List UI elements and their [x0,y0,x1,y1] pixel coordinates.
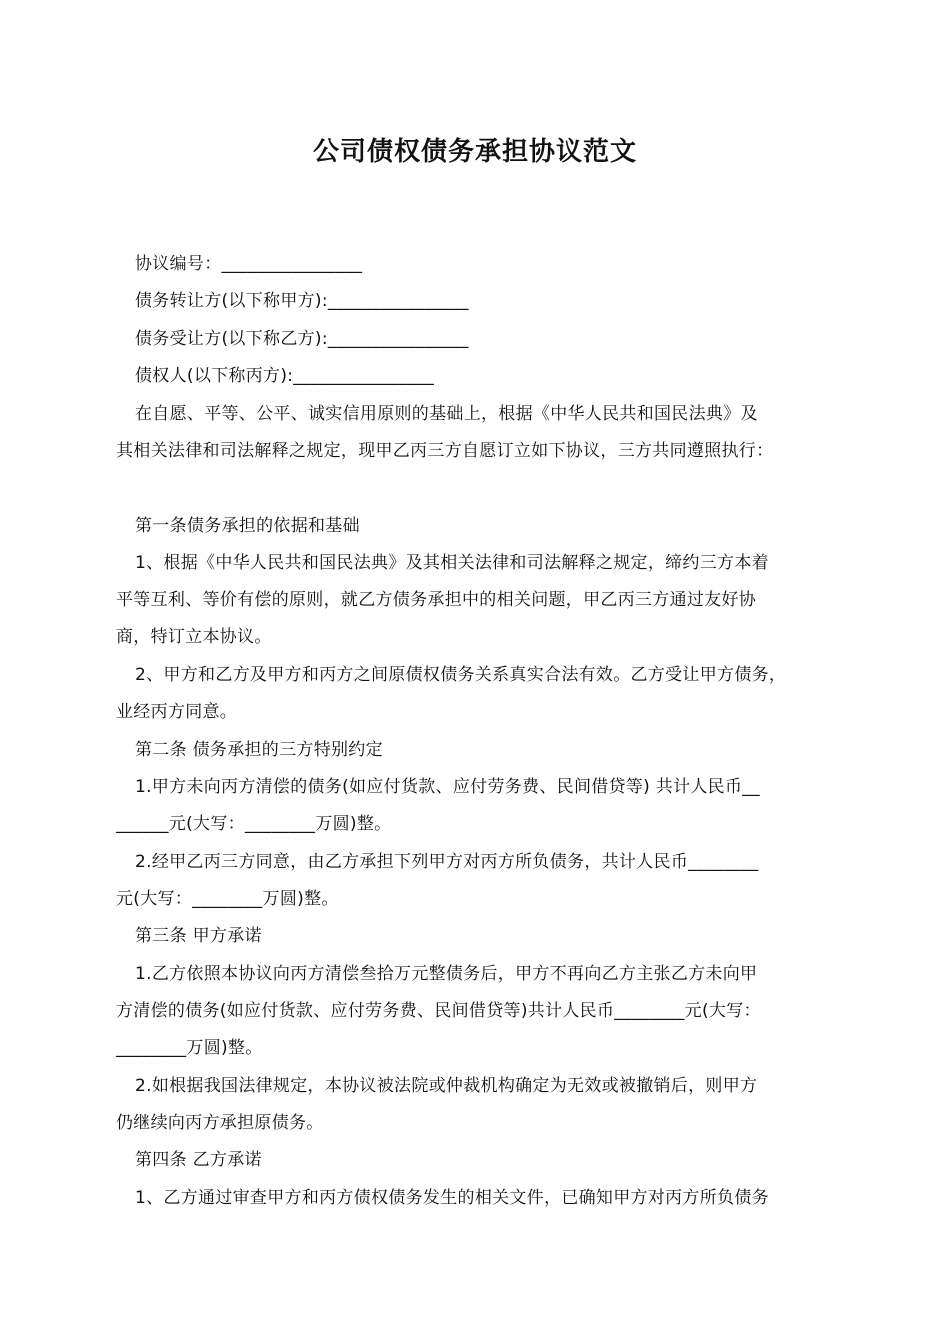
paragraph-line: 2.如根据我国法律规定，本协议被法院或仲裁机构确定为无效或被撤销后，则甲方 [135,1076,758,1096]
paragraph-line: ______元(大写：________万圆)整。 [116,814,392,834]
paragraph-line: 方清偿的债务(如应付货款、应付劳务费、民间借贷等)共计人民币________元(大写： [116,1001,761,1021]
preamble-line: 其相关法律和司法解释之规定，现甲乙丙三方自愿订立如下协议，三方共同遵照执行： [116,441,774,461]
creditor-line: 债权人(以下称丙方):________________ [135,366,435,386]
paragraph-line: 2.经甲乙丙三方同意，由乙方承担下列甲方对丙方所负债务，共计人民币________ [135,852,759,872]
transferee-line: 债务受让方(以下称乙方):________________ [135,329,469,349]
paragraph-line: 1.甲方未向丙方清偿的债务(如应付货款、应付劳务费、民间借贷等) 共计人民币__ [135,777,760,797]
paragraph-line: 1、根据《中华人民共和国民法典》及其相关法律和司法解释之规定，缔约三方本着 [135,553,769,573]
paragraph-line: 仍继续向丙方承担原债务。 [116,1113,324,1133]
paragraph-line: 平等互利、等价有偿的原则，就乙方债务承担中的相关问题，甲乙丙三方通过友好协 [116,590,757,610]
paragraph-line: 业经丙方同意。 [116,702,238,722]
paragraph-line: 元(大写：________万圆)整。 [116,889,339,909]
transferor-line: 债务转让方(以下称甲方):________________ [135,291,469,311]
paragraph-line: 2、甲方和乙方及甲方和丙方之间原债权债务关系真实合法有效。乙方受让甲方债务， [135,665,787,685]
document-title: 公司债权债务承担协议范文 [312,137,637,167]
paragraph-line: 1、乙方通过审查甲方和丙方债权债务发生的相关文件，已确知甲方对丙方所负债务 [135,1188,769,1208]
article-heading: 第二条 债务承担的三方特别约定 [135,740,383,760]
paragraph-line: 商，特订立本协议。 [116,627,272,647]
article-heading: 第四条 乙方承诺 [135,1150,262,1170]
article-heading: 第一条债务承担的依据和基础 [135,516,360,536]
paragraph-line: ________万圆)整。 [116,1038,263,1058]
article-heading: 第三条 甲方承诺 [135,926,262,946]
preamble-line: 在自愿、平等、公平、诚实信用原则的基础上，根据《中华人民共和国民法典》及 [135,404,758,424]
agreement-number-line: 协议编号：________________ [135,254,363,274]
paragraph-line: 1.乙方依照本协议向丙方清偿叁拾万元整债务后，甲方不再向乙方主张乙方未向甲 [135,964,758,984]
